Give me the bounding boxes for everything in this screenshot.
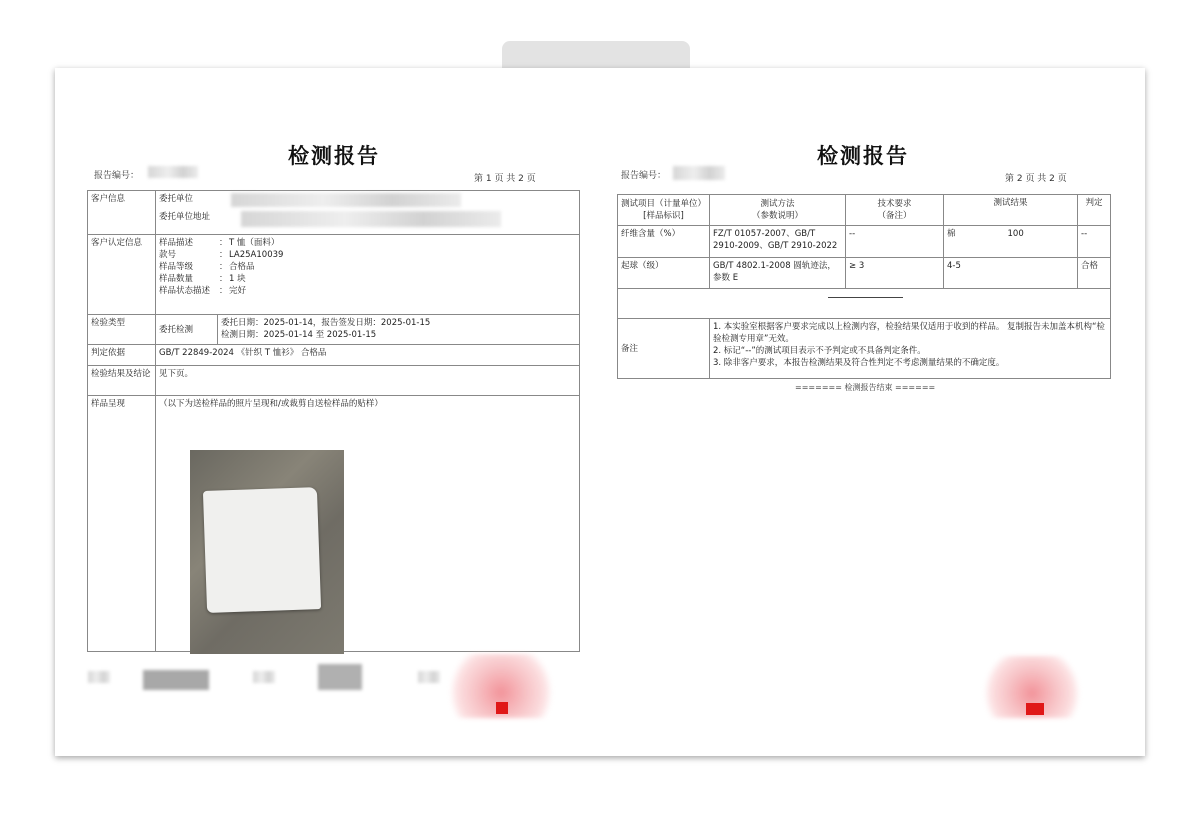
state-row bbox=[159, 285, 576, 297]
left-report-number-label: 报告编号： bbox=[94, 171, 140, 181]
footer-redacted bbox=[418, 671, 440, 683]
sample-photo-note: （以下为送检样品的照片呈现和/或裁剪自送检样品的贴样） bbox=[156, 396, 580, 652]
header-item bbox=[618, 195, 710, 226]
header-method bbox=[710, 195, 846, 226]
right-page-title: 检测报告 bbox=[817, 143, 909, 168]
colon: ： bbox=[219, 262, 228, 272]
footer-redacted bbox=[318, 664, 362, 690]
client-info-label: 客户信息 bbox=[88, 191, 156, 235]
dates-line-1: 委托日期：2025-01-14，报告签发日期：2025-01-15 bbox=[221, 318, 431, 328]
colon: ： bbox=[219, 286, 228, 296]
report-end-marker: ======= 检测报告结束 ====== bbox=[795, 383, 936, 392]
sample-desc-value: T 恤（面料） bbox=[229, 238, 280, 248]
row2-requirement: ≥ 3 bbox=[846, 258, 944, 289]
row2-item: 起球（级） bbox=[618, 258, 710, 289]
footer-redacted bbox=[88, 671, 110, 683]
header-item-sub: [样品标识] bbox=[643, 211, 684, 221]
row1-item: 纤维含量（%） bbox=[618, 226, 710, 258]
right-page-indicator: 第 2 页 共 2 页 bbox=[1005, 174, 1067, 184]
sample-desc-label: 样品描述 bbox=[159, 238, 194, 248]
dates-cell bbox=[218, 315, 580, 345]
header-requirement bbox=[846, 195, 944, 226]
sample-fabric bbox=[203, 487, 321, 613]
header-item-text: 测试项目（计量单位） bbox=[621, 199, 707, 209]
remark-3: 3. 除非客户要求，本报告检测结果及符合性判定不考虑测量结果的不确定度。 bbox=[713, 358, 1005, 368]
remark-1: 1. 本实验室根据客户要求完成以上检测内容，检验结果仅适用于收到的样品。 复制报告未加盖本机构“检验检测专用章”无效。 bbox=[713, 322, 1105, 344]
separator-row bbox=[618, 289, 1111, 319]
left-report-number-redacted bbox=[148, 166, 198, 178]
basis-value: GB/T 22849-2024 《针织 T 恤衫》 合格品 bbox=[156, 345, 580, 366]
header-method-sub: （参数说明） bbox=[751, 211, 803, 221]
dates-line-2: 检测日期：2025-01-14 至 2025-01-15 bbox=[221, 330, 377, 340]
inspection-type-value: 委托检测 bbox=[156, 315, 218, 345]
right-report-number-redacted bbox=[673, 166, 725, 180]
conclusion-value: 见下页。 bbox=[156, 366, 580, 396]
header-method-text: 测试方法 bbox=[760, 199, 795, 209]
right-report-number-label: 报告编号： bbox=[621, 171, 667, 181]
remarks-cell bbox=[710, 319, 1111, 379]
conclusion-label: 检验结果及结论 bbox=[88, 366, 156, 396]
state-value: 完好 bbox=[229, 286, 247, 296]
qty-row bbox=[159, 273, 576, 285]
footer-redacted bbox=[143, 670, 209, 690]
style-label: 款号 bbox=[159, 250, 177, 260]
row1-result bbox=[944, 226, 1078, 258]
grade-value: 合格品 bbox=[229, 262, 255, 272]
header-requirement-sub: （备注） bbox=[877, 211, 912, 221]
sample-desc-row bbox=[159, 237, 576, 249]
footer-redacted bbox=[253, 671, 275, 683]
grade-row bbox=[159, 261, 576, 273]
colon: ： bbox=[219, 250, 228, 260]
row1-result-fiber: 棉 bbox=[947, 229, 956, 239]
colon: ： bbox=[219, 274, 228, 284]
stamp-center bbox=[496, 702, 508, 714]
row2-method: GB/T 4802.1-2008 圆轨迹法，参数 E bbox=[710, 258, 846, 289]
row2-result: 4-5 bbox=[944, 258, 1078, 289]
row1-requirement: -- bbox=[846, 226, 944, 258]
client-info-cell bbox=[156, 191, 580, 235]
separator-line bbox=[828, 297, 903, 298]
qty-label: 样品数量 bbox=[159, 274, 194, 284]
left-page-indicator: 第 1 页 共 2 页 bbox=[474, 174, 536, 184]
remarks-label: 备注 bbox=[618, 319, 710, 379]
state-label: 样品状态描述 bbox=[159, 286, 211, 296]
client-confirmed-label: 客户认定信息 bbox=[88, 235, 156, 315]
inspection-type-label: 检验类型 bbox=[88, 315, 156, 345]
client-unit-redacted bbox=[231, 193, 461, 207]
basis-label: 判定依据 bbox=[88, 345, 156, 366]
colon: ： bbox=[219, 238, 228, 248]
row1-result-value: 100 bbox=[1007, 229, 1024, 239]
client-address-label: 委托单位地址 bbox=[159, 212, 211, 222]
header-requirement-text: 技术要求 bbox=[877, 199, 912, 209]
header-result: 测试结果 bbox=[944, 195, 1078, 226]
row1-method: FZ/T 01057-2007、GB/T 2910-2009、GB/T 2910-2022 bbox=[710, 226, 846, 258]
client-unit-label: 委托单位 bbox=[159, 194, 194, 204]
style-row bbox=[159, 249, 576, 261]
header-judgement: 判定 bbox=[1078, 195, 1111, 226]
grade-label: 样品等级 bbox=[159, 262, 194, 272]
qty-value: 1 块 bbox=[229, 274, 246, 284]
remark-2: 2. 标记“--”的测试项目表示不予判定或不具备判定条件。 bbox=[713, 346, 926, 356]
client-address-redacted bbox=[241, 211, 501, 227]
stamp-center-right bbox=[1026, 703, 1044, 715]
row2-judgement: 合格 bbox=[1078, 258, 1111, 289]
style-value: LA25A10039 bbox=[229, 250, 284, 260]
sample-photo-label: 样品呈现 bbox=[88, 396, 156, 652]
left-page-title: 检测报告 bbox=[288, 143, 380, 168]
client-confirmed-cell bbox=[156, 235, 580, 315]
row1-judgement: -- bbox=[1078, 226, 1111, 258]
right-results-table bbox=[617, 194, 1111, 379]
